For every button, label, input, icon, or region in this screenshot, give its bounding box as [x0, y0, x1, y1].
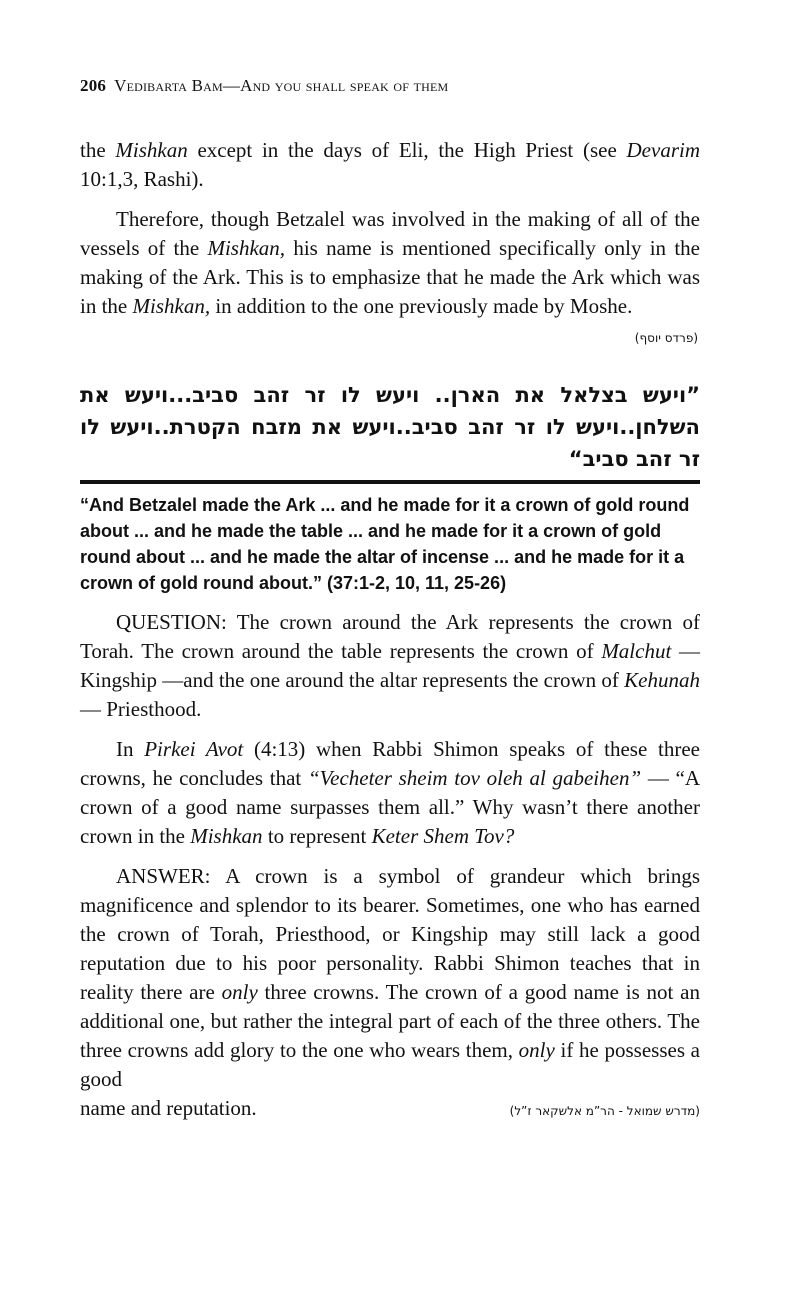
divider-rule — [80, 480, 700, 484]
source-citation: (פרדס יוסף) — [634, 331, 698, 345]
answer-last-words: name and reputation. — [80, 1096, 257, 1120]
page-number: 206 — [80, 76, 107, 95]
paragraph-continued: the Mishkan except in the days of Eli, the High Priest (see Devarim 10:1,3, Rashi). — [80, 138, 700, 191]
hebrew-verse: ”ויעש בצלאל את הארן.. ויעש לו זר זהב סביב...ויעש את השלחן..ויעש לו זר זהב סביב..ויעש את מזבח הקטרת..ויעש לו זר זהב סביב“ — [80, 383, 700, 471]
pirkei-avot-paragraph: In Pirkei Avot (4:13) when Rabbi Shimon speaks of these three crowns, he concludes that “Vecheter sheim tov oleh al gabeihen” — “A crown of a good name surpasses them all.” Why wasn’t there another crown in the Mishkan to represent Keter Shem Tov? — [80, 737, 700, 848]
running-header — [80, 76, 700, 96]
english-verse: “And Betzalel made the Ark ... and he made for it a crown of gold round about ... and he made the table ... and he made for it a crown of gold round about ... and he made the altar of incense ... and he made for it a crown of gold round about.” (37:1-2, 10, 11, 25-26) — [80, 495, 690, 593]
paragraph-betzalel: Therefore, though Betzalel was involved in the making of all of the vessels of the Mishkan, his name is mentioned specifically only in the making of the Ark. This is to emphasize that he made the Ark which was in the Mishkan, in addition to the one previously made by Moshe. — [80, 207, 700, 318]
answer-paragraph: ANSWER: A crown is a symbol of grandeur which brings magnificence and splendor to its bearer. Sometimes, one who has earned the crown of Torah, Priesthood, or Kingship may still lack a good reputation due to his poor personality. Rabbi Shimon teaches that in reality there are only three crowns. The crown of a good name is not an additional one, but rather the integral part of each of the three others. The three crowns add glory to the one who wears them, only if he possesses a good — [80, 864, 700, 1091]
question-paragraph: QUESTION: The crown around the Ark represents the crown of Torah. The crown around the table represents the crown of Malchut — Kingship —and the one around the altar represents the crown of Kehunah — Priesthood. — [80, 610, 701, 721]
running-title: Vedibarta Bam—And you shall speak of them — [114, 76, 449, 95]
source-citation-2: (מדרש שמואל - הר”מ אלשקאר ז”ל) — [509, 1104, 700, 1118]
answer-final-line — [80, 1094, 700, 1126]
book-page — [80, 76, 700, 1126]
